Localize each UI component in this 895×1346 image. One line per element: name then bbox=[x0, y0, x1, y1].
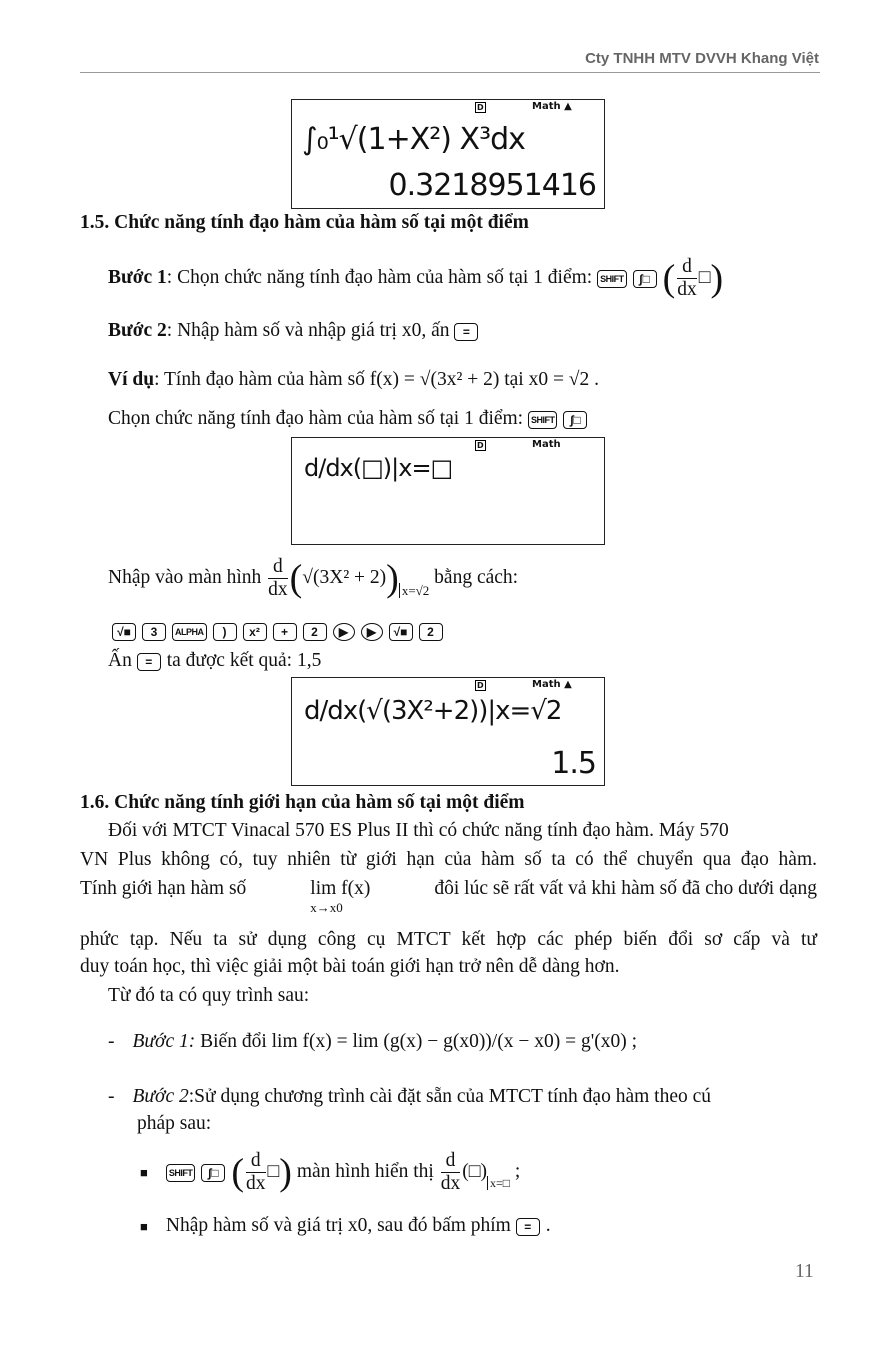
press-line bbox=[108, 650, 321, 672]
section-heading-1-6: 1.6. Chức năng tính giới hạn của hàm số tại một điểm bbox=[80, 792, 525, 813]
box-symbol: □ bbox=[468, 1160, 481, 1182]
indicator-math: Math ▲ bbox=[532, 679, 572, 690]
choose-text: Chọn chức năng tính đạo hàm của hàm số tại 1 điểm: bbox=[108, 408, 524, 429]
derivative-fraction bbox=[246, 1150, 266, 1195]
paragraph-line: Từ đó ta có quy trình sau: bbox=[108, 985, 310, 1006]
paragraph-line bbox=[80, 878, 817, 915]
limit-subscript: x→x0 bbox=[310, 900, 343, 915]
enter-condition: x=√2 bbox=[399, 583, 429, 598]
step2-line bbox=[108, 320, 484, 342]
press-result: ta được kết quả: 1,5 bbox=[166, 650, 322, 671]
paragraph-line: Đối với MTCT Vinacal 570 ES Plus II thì có chức năng tính đạo hàm. Máy 570 bbox=[108, 820, 729, 841]
header-divider bbox=[80, 72, 820, 73]
key-sequence bbox=[112, 620, 449, 642]
indicator-math: Math ▲ bbox=[532, 101, 572, 112]
three-key-icon: 3 bbox=[142, 623, 166, 641]
numerator: d bbox=[677, 256, 697, 279]
denominator: dx bbox=[246, 1173, 266, 1194]
step1-text: Biến đổi bbox=[200, 1031, 267, 1052]
numerator: d bbox=[441, 1150, 461, 1173]
calculator-screen-derivative-result bbox=[291, 677, 605, 786]
bullet-text: màn hình hiển thị bbox=[296, 1160, 434, 1182]
step1-line: Bước 1: Chọn chức năng tính đạo hàm của hàm số tại 1 điểm: SHIFT ∫□ ( $\frac{d}{dx}$ □) bbox=[108, 256, 724, 300]
integral-key-icon: ∫□ bbox=[633, 270, 657, 288]
section-heading-1-5: 1.5. Chức năng tính đạo hàm của hàm số tại một điểm bbox=[80, 212, 529, 233]
shift-key-icon: SHIFT bbox=[528, 411, 558, 429]
screen-result: 1.5 bbox=[551, 746, 596, 781]
indicator-math: Math bbox=[532, 439, 561, 450]
screen-result: 0.3218951416 bbox=[388, 168, 596, 203]
step2-text-cont: pháp sau: bbox=[137, 1113, 212, 1134]
indicator-d: D bbox=[477, 681, 484, 690]
derivative-fraction bbox=[268, 556, 288, 601]
example-function: f(x) = √(3x² + 2) bbox=[369, 369, 500, 390]
limit-text: lim f(x) bbox=[310, 878, 371, 899]
right-arrow-key-icon: ▶ bbox=[361, 623, 383, 641]
calculator-screen-derivative-template bbox=[291, 437, 605, 545]
paragraph-line: phức tạp. Nếu ta sử dụng công cụ MTCT kết hợp các phép biến đổi sơ cấp và tư bbox=[80, 929, 817, 950]
limit-expression bbox=[310, 878, 371, 915]
denominator: dx bbox=[677, 279, 697, 300]
paragraph-text: Tính giới hạn hàm số bbox=[80, 878, 247, 899]
numerator: d bbox=[268, 556, 288, 579]
running-header: Cty TNHH MTV DVVH Khang Việt bbox=[585, 50, 819, 67]
sqrt-key-icon: √■ bbox=[389, 623, 413, 641]
example-at: tại bbox=[504, 369, 524, 390]
choose-line bbox=[108, 408, 593, 430]
enter-post: bằng cách: bbox=[434, 566, 519, 588]
screen-expression: d/dx(□)|x=□ bbox=[304, 454, 453, 482]
page-number: 11 bbox=[795, 1261, 814, 1282]
sqrt-key-icon: √■ bbox=[112, 623, 136, 641]
equals-key-icon: = bbox=[516, 1218, 540, 1236]
step1-text: : Chọn chức năng tính đạo hàm của hàm số tại 1 điểm: bbox=[166, 266, 593, 288]
step1-formula: lim f(x) = lim (g(x) − g(x0))/(x − x0) = g'(x0) ; bbox=[271, 1031, 637, 1052]
procedure-step1: - Bước 1: Biến đổi lim f(x) = lim (g(x) − g(x0))/(x − x0) = g'(x0) ; bbox=[108, 1031, 637, 1052]
square-key-icon: x² bbox=[243, 623, 267, 641]
procedure-step2: - Bước 2:Sử dụng chương trình cài đặt sẵn của MTCT tính đạo hàm theo cú bbox=[108, 1086, 712, 1107]
derivative-fraction bbox=[677, 256, 697, 301]
enter-line: Nhập vào màn hình $\frac{d}{dx}$ (√(3X² + 2)) $_{x=√2}$ bằng cách: bbox=[108, 556, 519, 600]
integral-key-icon: ∫□ bbox=[201, 1164, 225, 1182]
denominator: dx bbox=[440, 1173, 461, 1194]
screen-expression: ∫₀¹√(1+X²) X³dx bbox=[302, 122, 525, 157]
x0-symbol: x0 bbox=[347, 1215, 368, 1236]
rparen-key-icon: ) bbox=[213, 623, 237, 641]
box-symbol: □ bbox=[267, 1160, 280, 1182]
indicator-d: D bbox=[477, 441, 484, 450]
screen-expression: d/dx(√(3X²+2))|x=√2 bbox=[304, 696, 562, 726]
step2-text: : Nhập hàm số và nhập giá trị bbox=[166, 320, 397, 341]
alpha-key-icon: ALPHA bbox=[172, 623, 207, 641]
paragraph-text: đôi lúc sẽ rất vất vả khi hàm số đã cho dưới dạng bbox=[434, 878, 817, 899]
example-label: Ví dụ bbox=[108, 369, 155, 390]
equals-key-icon: = bbox=[454, 323, 478, 341]
press-text: Ấn bbox=[108, 650, 132, 671]
derivative-fraction bbox=[441, 1150, 461, 1195]
bullet-item: ■ Nhập hàm số và giá trị x0, sau đó bấm phím = . bbox=[140, 1215, 551, 1236]
shift-key-icon: SHIFT bbox=[597, 270, 627, 288]
bullet-text: Nhập hàm số và giá trị bbox=[165, 1215, 343, 1236]
two-key-icon: 2 bbox=[303, 623, 327, 641]
denominator: dx bbox=[268, 579, 288, 600]
shift-key-icon: SHIFT bbox=[166, 1164, 196, 1182]
step2-label: Bước 2 bbox=[108, 320, 167, 341]
bullet-text: , sau đó bấm phím bbox=[367, 1215, 511, 1236]
indicator-d: D bbox=[477, 103, 484, 112]
bullet-tail: ; bbox=[514, 1160, 521, 1182]
paragraph-line: duy toán học, thì việc giải một bài toán giới hạn trở nên dễ dàng hơn. bbox=[80, 956, 620, 977]
step2-tail: , ấn bbox=[421, 320, 450, 341]
box-symbol: □ bbox=[698, 266, 711, 288]
x0-symbol: x0 bbox=[401, 320, 422, 341]
example-x0: x0 = √2 . bbox=[528, 369, 600, 390]
enter-expression: √(3X² + 2) bbox=[302, 566, 387, 588]
integral-key-icon: ∫□ bbox=[563, 411, 587, 429]
example-line bbox=[108, 369, 599, 391]
calculator-screen-integral bbox=[291, 99, 605, 209]
step2-text: :Sử dụng chương trình cài đặt sẵn của MTCT tính đạo hàm theo cú bbox=[188, 1086, 712, 1107]
equals-key-icon: = bbox=[137, 653, 161, 671]
plus-key-icon: + bbox=[273, 623, 297, 641]
example-text: : Tính đạo hàm của hàm số bbox=[154, 369, 365, 390]
numerator: d bbox=[246, 1150, 266, 1173]
two-key-icon: 2 bbox=[419, 623, 443, 641]
step2-label: Bước 2 bbox=[132, 1086, 189, 1107]
bullet-item: ■ SHIFT ∫□ ( $\frac{d}{dx}$ □) màn hình hiển thị $\frac{d}{dx}$ $(□)_{x=□}$ ; bbox=[140, 1150, 521, 1194]
step1-label: Bước 1 bbox=[108, 266, 167, 288]
right-arrow-key-icon: ▶ bbox=[333, 623, 355, 641]
step1-label: Bước 1: bbox=[132, 1031, 196, 1052]
paragraph-line: VN Plus không có, tuy nhiên từ giới hạn của hàm số ta có thể chuyển qua đạo hàm. bbox=[80, 849, 817, 870]
enter-text: Nhập vào màn hình bbox=[108, 566, 262, 588]
